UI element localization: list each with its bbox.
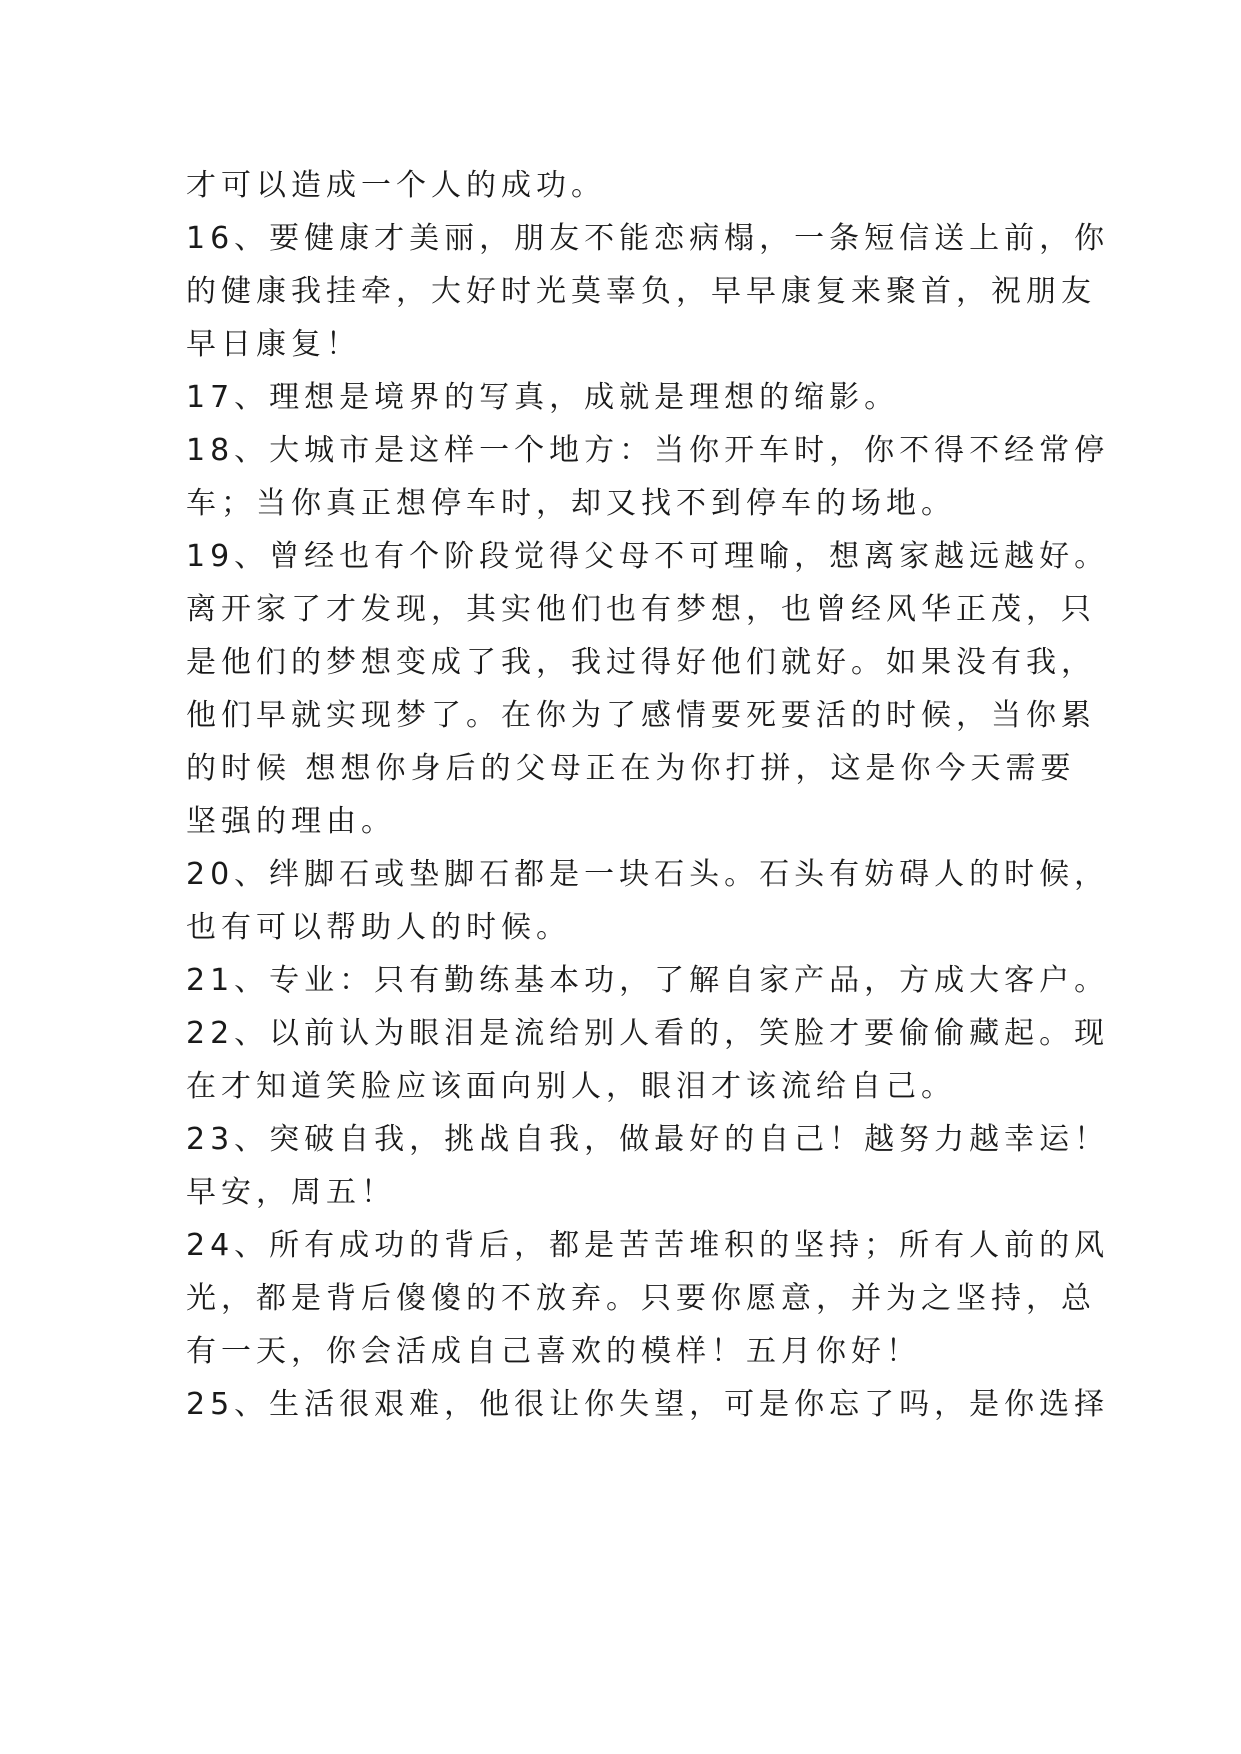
text-line: 16、要健康才美丽，朋友不能恋病榻，一条短信送上前，你: [186, 221, 1110, 256]
text-line: 坚强的理由。: [186, 804, 396, 839]
text-line: 21、专业：只有勤练基本功，了解自家产品，方成大客户。: [186, 963, 1110, 998]
text-line: 早安，周五！: [186, 1175, 396, 1210]
text-line: 在才知道笑脸应该面向别人，眼泪才该流给自己。: [186, 1069, 956, 1104]
text-line: 离开家了才发现，其实他们也有梦想，也曾经风华正茂，只: [186, 592, 1096, 627]
text-line: 20、绊脚石或垫脚石都是一块石头。石头有妨碍人的时候，: [186, 857, 1110, 892]
text-line: 有一天，你会活成自己喜欢的模样！五月你好！: [186, 1334, 921, 1369]
text-line: 早日康复！: [186, 327, 361, 362]
text-line: 光，都是背后傻傻的不放弃。只要你愿意，并为之坚持，总: [186, 1281, 1096, 1316]
text-line: 也有可以帮助人的时候。: [186, 910, 571, 945]
text-line: 他们早就实现梦了。在你为了感情要死要活的时候，当你累: [186, 698, 1096, 733]
text-line: 23、突破自我，挑战自我，做最好的自己！越努力越幸运！: [186, 1122, 1110, 1157]
text-line: 17、理想是境界的写真，成就是理想的缩影。: [186, 380, 900, 415]
text-line: 18、大城市是这样一个地方：当你开车时，你不得不经常停: [186, 433, 1110, 468]
text-line: 才可以造成一个人的成功。: [186, 168, 606, 203]
text-line: 24、所有成功的背后，都是苦苦堆积的坚持；所有人前的风: [186, 1228, 1110, 1263]
text-line: 19、曾经也有个阶段觉得父母不可理喻，想离家越远越好。: [186, 539, 1110, 574]
text-line: 的健康我挂牵，大好时光莫辜负，早早康复来聚首，祝朋友: [186, 274, 1096, 309]
text-line: 的时候 想想你身后的父母正在为你打拼，这是你今天需要: [186, 751, 1076, 786]
text-line: 22、以前认为眼泪是流给别人看的，笑脸才要偷偷藏起。现: [186, 1016, 1110, 1051]
text-line: 25、生活很艰难，他很让你失望，可是你忘了吗，是你选择: [186, 1387, 1110, 1422]
text-line: 是他们的梦想变成了我，我过得好他们就好。如果没有我，: [186, 645, 1096, 680]
text-line: 车；当你真正想停车时，却又找不到停车的场地。: [186, 486, 956, 521]
